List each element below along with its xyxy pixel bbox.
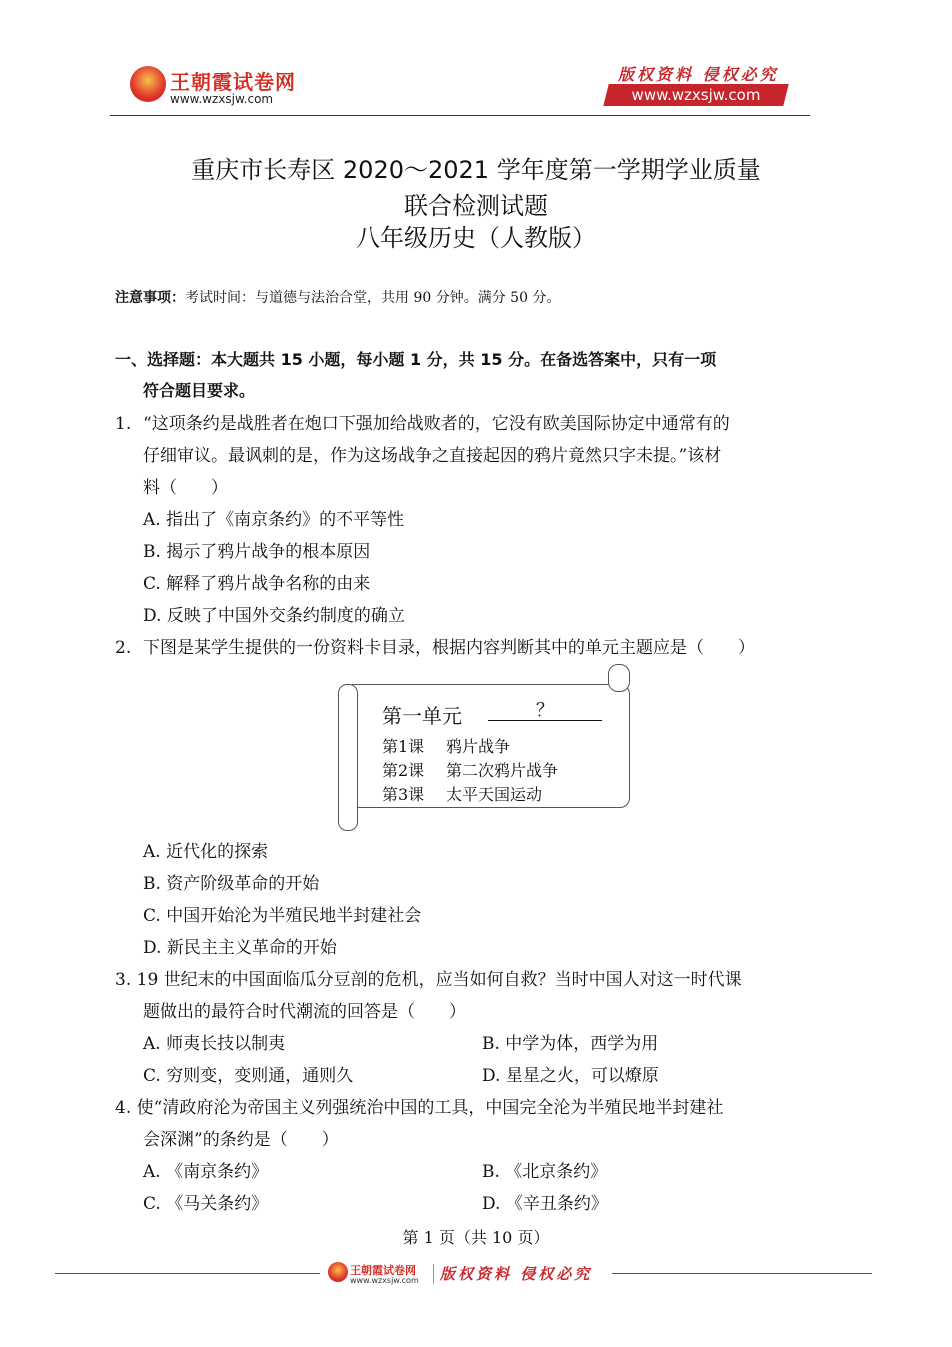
q4-option-d[interactable]: D. 《辛丑条约》: [482, 1194, 608, 1214]
footer-logo-icon: [328, 1262, 348, 1282]
logo-url[interactable]: www.wzxsjw.com: [170, 92, 274, 106]
figure-unit-title: 第一单元: [382, 704, 462, 728]
q1-option-b[interactable]: B. 揭示了鸦片战争的根本原因: [143, 542, 371, 562]
footer-divider-left: [55, 1273, 320, 1274]
q3-option-a[interactable]: A. 师夷长技以制夷: [143, 1034, 286, 1054]
q4-option-a[interactable]: A. 《南京条约》: [143, 1162, 269, 1182]
q2-option-b[interactable]: B. 资产阶级革命的开始: [143, 874, 320, 894]
header-url[interactable]: www.wzxsjw.com: [631, 86, 761, 104]
footer-separator: [433, 1264, 434, 1284]
footer-logo-name: 王朝霞试卷网: [350, 1264, 416, 1277]
q1-stem-line-1: “这项条约是战胜者在炮口下强加给战败者的，它没有欧美国际协定中通常有的: [143, 414, 730, 434]
q3-stem-line-2: 题做出的最符合时代潮流的回答是（ ）: [143, 1002, 466, 1022]
copyright-slogan: 版权资料 侵权必究: [618, 65, 779, 84]
figure-unit-question-mark: ？: [536, 700, 554, 721]
q1-stem-line-3: 料（ ）: [143, 478, 228, 498]
q4-option-c[interactable]: C. 《马关条约》: [143, 1194, 269, 1214]
section-heading-line-1: 一、选择题：本大题共 15 小题，每小题 1 分，共 15 分。在备选答案中，只有一项: [115, 350, 717, 369]
notice: [115, 288, 560, 308]
notice-label: 注意事项：: [115, 290, 185, 306]
figure-lesson-2-no: 第2课: [382, 761, 425, 780]
q3-stem-line-1: 3. 19 世纪末的中国面临瓜分豆剖的危机，应当如何自救？当时中国人对这一时代课: [115, 970, 742, 990]
logo-name: 王朝霞试卷网: [170, 70, 296, 94]
title-line-2: 联合检测试题: [404, 192, 548, 220]
q1-number: 1.: [115, 414, 132, 434]
footer-logo-url[interactable]: www.wzxsjw.com: [350, 1276, 419, 1285]
notice-text: 考试时间：与道德与法治合堂，共用 90 分钟。满分 50 分。: [185, 290, 561, 306]
q4-option-b[interactable]: B. 《北京条约》: [482, 1162, 608, 1182]
figure-lesson-3-name: 太平天国运动: [446, 785, 543, 804]
title-line-3: 八年级历史（人教版）: [356, 224, 596, 252]
q3-option-d[interactable]: D. 星星之火，可以燎原: [482, 1066, 659, 1086]
q2-option-d[interactable]: D. 新民主主义革命的开始: [143, 938, 337, 958]
q1-option-c[interactable]: C. 解释了鸦片战争名称的由来: [143, 574, 371, 594]
q2-option-c[interactable]: C. 中国开始沦为半殖民地半封建社会: [143, 906, 422, 926]
q2-number: 2.: [115, 638, 132, 658]
scroll-curl-icon: [608, 664, 630, 692]
footer-slogan: 版权资料 侵权必究: [440, 1265, 593, 1283]
q2-stem: 下图是某学生提供的一份资料卡目录，根据内容判断其中的单元主题应是（ ）: [143, 638, 755, 658]
page-number: 第 1 页（共 10 页）: [402, 1228, 550, 1247]
logo-emblem-icon: [130, 66, 166, 102]
q4-stem-line-2: 会深渊”的条约是（ ）: [143, 1130, 339, 1150]
header-divider: [110, 115, 810, 116]
section-heading-line-2: 符合题目要求。: [143, 381, 256, 400]
figure-lesson-1-name: 鸦片战争: [446, 737, 511, 756]
footer-divider-right: [612, 1273, 872, 1274]
title-line-1: 重庆市长寿区 2020～2021 学年度第一学期学业质量: [191, 156, 761, 184]
q3-option-c[interactable]: C. 穷则变，变则通，通则久: [143, 1066, 354, 1086]
figure-lesson-1-no: 第1课: [382, 737, 425, 756]
figure-lesson-2-name: 第二次鸦片战争: [446, 761, 559, 780]
q1-option-a[interactable]: A. 指出了《南京条约》的不平等性: [143, 510, 405, 530]
q1-stem-line-2: 仔细审议。最讽刺的是，作为这场战争之直接起因的鸦片竟然只字未提。”该材: [143, 446, 722, 466]
q1-option-d[interactable]: D. 反映了中国外交条约制度的确立: [143, 606, 405, 626]
scroll-rod-icon: [338, 684, 358, 831]
figure-lesson-3-no: 第3课: [382, 785, 425, 804]
q2-option-a[interactable]: A. 近代化的探索: [143, 842, 269, 862]
q3-option-b[interactable]: B. 中学为体，西学为用: [482, 1034, 659, 1054]
q4-stem-line-1: 4. 使“清政府沦为帝国主义列强统治中国的工具，中国完全沦为半殖民地半封建社: [115, 1098, 724, 1118]
